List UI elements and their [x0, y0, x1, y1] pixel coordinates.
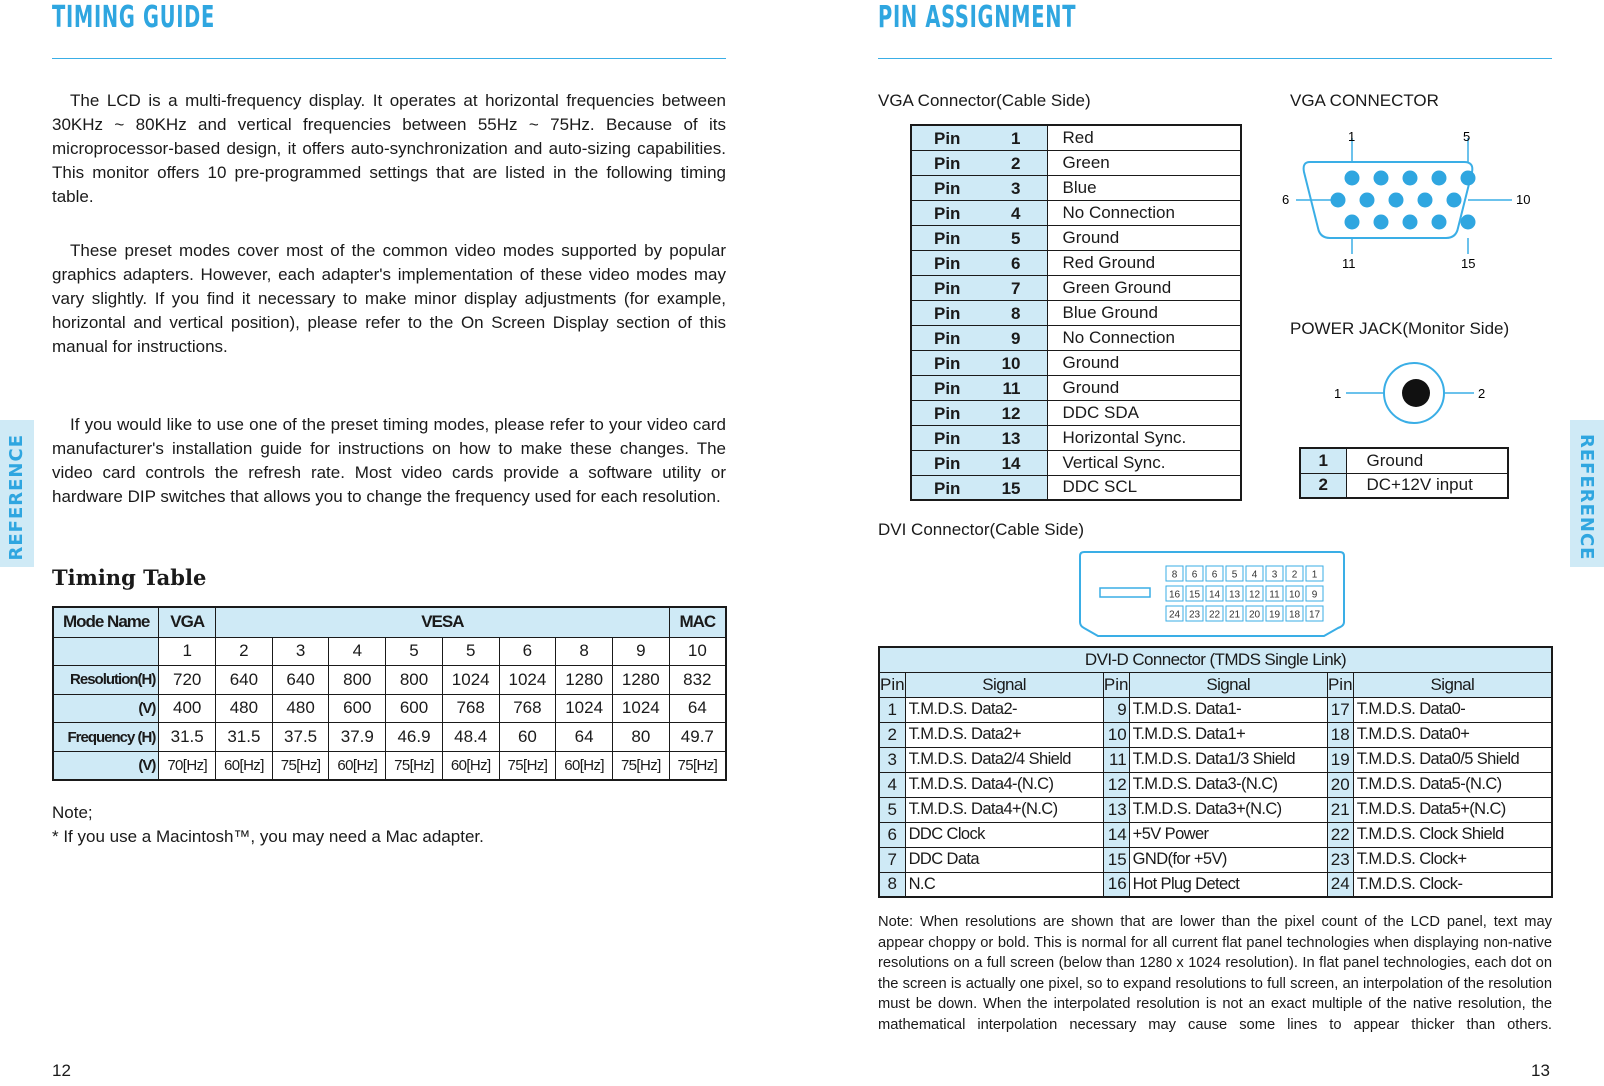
table-row	[1300, 448, 1508, 473]
freq-v-cell: 60[Hz]	[216, 751, 273, 780]
dvi-pin-signal: +5V Power	[1129, 822, 1327, 847]
mode-cell: 5	[386, 637, 443, 666]
dvi-pin-number: 22	[1327, 822, 1353, 847]
mode-cell: 8	[556, 637, 613, 666]
vga-connector-diagram	[1282, 124, 1552, 280]
table-row	[911, 300, 1241, 325]
mode-cell: 10	[669, 637, 726, 666]
pin-label-cell	[911, 125, 1047, 150]
dvi-pin-number: 5	[879, 797, 905, 822]
dvi-pin-label: 2	[1291, 569, 1298, 581]
vga-pin-dot	[1447, 193, 1462, 208]
vga-pin-dot	[1331, 193, 1346, 208]
res-v-cell: 1024	[612, 694, 669, 723]
dvi-pin-signal: GND(for +5V)	[1129, 847, 1327, 872]
mode-cell: 5	[442, 637, 499, 666]
res-h-cell: 832	[669, 666, 726, 695]
intro-paragraph: The LCD is a multi-frequency display. It operates at horizontal frequencies between 30KHz ~ 80KHz and vertical frequencies between 55Hz ~ 75Hz. Because of its microprocessor-based design, it offers auto-synchronization and auto-sizing capabilities. This monitor offers 10 pre-programmed settings that are listed in the following timing table.	[52, 91, 726, 206]
dvi-pin-signal: T.M.D.S. Data3+(N.C)	[1129, 797, 1327, 822]
dvi-pin-label: 23	[1188, 609, 1201, 621]
res-h-cell: 1280	[612, 666, 669, 695]
table-row	[911, 150, 1241, 175]
freq-h-cell: 46.9	[386, 723, 443, 752]
dvi-pin-label: 18	[1288, 609, 1301, 621]
res-h-cell: 800	[386, 666, 443, 695]
dvi-pin-number: 21	[1327, 797, 1353, 822]
timing-table-title: Timing Table	[52, 565, 207, 590]
table-row	[911, 425, 1241, 450]
refresh-paragraph: If you would like to use one of the preset timing modes, please refer to your video card manufacturer's installation guide for instructions on how to make these changes. The video card controls the refresh rate. Most video cards provide a software utility or hardware DIP switches that allows you to change the frequency used for each resolution.	[52, 415, 726, 506]
pin-signal: Horizontal Sync.	[1047, 425, 1241, 450]
table-row	[911, 325, 1241, 350]
pin-signal: Green Ground	[1047, 275, 1241, 300]
table-row	[53, 751, 726, 780]
vga-pin-dot	[1374, 171, 1389, 186]
dvi-pin-label: 17	[1308, 609, 1321, 621]
table-row	[911, 175, 1241, 200]
row-label: (V)	[53, 694, 159, 723]
vga-pin-dot	[1374, 215, 1389, 230]
freq-h-cell: 60	[499, 723, 556, 752]
power-pin-table	[1299, 447, 1509, 499]
vga-connector-label: VGA CONNECTOR	[1290, 91, 1439, 110]
dvi-pin-signal: T.M.D.S. Data0-	[1353, 697, 1552, 722]
pin-word: Pin	[934, 253, 961, 273]
left-page-number: 12	[52, 1061, 71, 1080]
freq-v-cell: 75[Hz]	[499, 751, 556, 780]
res-v-cell: 768	[499, 694, 556, 723]
dvi-pin-signal: T.M.D.S. Data4+(N.C)	[905, 797, 1103, 822]
pin-number: 15	[1001, 478, 1021, 498]
row-label: (V)	[53, 751, 159, 780]
vga-pin-dot	[1403, 171, 1418, 186]
header-pin: Pin	[1103, 672, 1129, 697]
header-signal: Signal	[1353, 672, 1552, 697]
table-row	[911, 250, 1241, 275]
pin-word: Pin	[934, 228, 961, 248]
pin-signal: DDC SCL	[1047, 475, 1241, 500]
dvi-pin-signal: T.M.D.S. Data2-	[905, 697, 1103, 722]
dvi-pin-label: 5	[1231, 569, 1238, 581]
pin-label-cell	[911, 250, 1047, 275]
dvi-pin-number: 23	[1327, 847, 1353, 872]
res-h-cell: 720	[159, 666, 216, 695]
vga-num-11: 11	[1342, 256, 1356, 271]
dvi-pin-number: 19	[1327, 747, 1353, 772]
freq-v-cell: 60[Hz]	[556, 751, 613, 780]
pin-label-cell	[911, 375, 1047, 400]
table-row	[879, 747, 1552, 772]
res-v-cell: 480	[216, 694, 273, 723]
freq-h-cell: 37.5	[272, 723, 329, 752]
pin-number: 5	[1011, 228, 1021, 248]
dvi-pin-number: 24	[1327, 872, 1353, 897]
table-row	[879, 697, 1552, 722]
dvi-pin-number: 16	[1103, 872, 1129, 897]
dvi-pin-label: 13	[1228, 589, 1241, 601]
dvi-pin-label: 12	[1248, 589, 1261, 601]
right-side-tab	[1570, 420, 1604, 567]
pin-signal: Blue	[1047, 175, 1241, 200]
vga-pin-dot	[1461, 171, 1476, 186]
pin-label-cell	[911, 425, 1047, 450]
dvi-pin-signal: T.M.D.S. Clock Shield	[1353, 822, 1552, 847]
dvi-pin-number: 20	[1327, 772, 1353, 797]
header-vesa: VESA	[216, 607, 670, 637]
mode-cell: 4	[329, 637, 386, 666]
power-num-2: 2	[1478, 386, 1486, 401]
pin-word: Pin	[934, 378, 961, 398]
row-label: Resolution(H)	[53, 666, 159, 695]
mode-cell: 9	[612, 637, 669, 666]
pin-number: 7	[1011, 278, 1021, 298]
dvi-pin-label: 8	[1171, 569, 1178, 581]
vga-num-15: 15	[1461, 256, 1476, 271]
dvi-pin-label: 6	[1191, 569, 1198, 581]
dvi-pin-number: 4	[879, 772, 905, 797]
res-h-cell: 800	[329, 666, 386, 695]
dvi-connector-diagram	[1074, 548, 1348, 642]
pin-signal: Red Ground	[1047, 250, 1241, 275]
right-heading: PIN ASSIGNMENT	[878, 0, 1077, 35]
pin-number: 3	[1011, 178, 1021, 198]
dvi-pin-label: 16	[1168, 589, 1181, 601]
dvi-pin-label: 22	[1208, 609, 1221, 621]
pin-signal: No Connection	[1047, 325, 1241, 350]
freq-h-cell: 48.4	[442, 723, 499, 752]
pin-word: Pin	[934, 428, 961, 448]
dvi-pin-label: 14	[1208, 589, 1221, 601]
pin-label-cell	[911, 300, 1047, 325]
vga-pin-dot	[1432, 171, 1447, 186]
table-row	[911, 375, 1241, 400]
vga-pin-dot	[1345, 215, 1360, 230]
mode-cell: 1	[159, 637, 216, 666]
dvi-pin-label: 15	[1188, 589, 1201, 601]
timing-table	[52, 606, 727, 781]
pin-word: Pin	[934, 203, 961, 223]
freq-h-cell: 80	[612, 723, 669, 752]
table-row	[911, 200, 1241, 225]
dvi-pin-signal: T.M.D.S. Data1/3 Shield	[1129, 747, 1327, 772]
freq-h-cell: 37.9	[329, 723, 386, 752]
freq-v-cell: 70[Hz]	[159, 751, 216, 780]
res-v-cell: 600	[329, 694, 386, 723]
dvi-pin-signal: T.M.D.S. Data5+(N.C)	[1353, 797, 1552, 822]
dvi-pin-number: 10	[1103, 722, 1129, 747]
res-h-cell: 640	[216, 666, 273, 695]
freq-v-cell: 60[Hz]	[442, 751, 499, 780]
dvi-pin-number: 17	[1327, 697, 1353, 722]
table-row	[879, 797, 1552, 822]
pin-number: 1	[1011, 129, 1021, 148]
table-row	[911, 475, 1241, 500]
header-signal: Signal	[905, 672, 1103, 697]
header-pin: Pin	[879, 672, 905, 697]
preset-paragraph: These preset modes cover most of the common video modes supported by popular graphics adapters. However, each adapter's implementation of these video modes may vary slightly. If you find it necessary to make minor display adjustments (for example, horizontal and vertical position), please refer to the On Screen Display section of this manual for instructions.	[52, 241, 726, 356]
dvi-pin-label: 1	[1311, 569, 1318, 581]
pin-label-cell	[911, 225, 1047, 250]
table-row	[879, 722, 1552, 747]
power-pin-number: 2	[1300, 473, 1346, 498]
table-row	[53, 723, 726, 752]
dvi-pin-number: 18	[1327, 722, 1353, 747]
pin-label-cell	[911, 200, 1047, 225]
pin-signal: Green	[1047, 150, 1241, 175]
left-side-tab	[0, 420, 34, 567]
res-h-cell: 1024	[442, 666, 499, 695]
table-row	[911, 125, 1241, 150]
row-label: Frequency (H)	[53, 723, 159, 752]
dvi-pin-signal: T.M.D.S. Data5-(N.C)	[1353, 772, 1552, 797]
header-signal: Signal	[1129, 672, 1327, 697]
dvi-pin-label: 4	[1251, 569, 1258, 581]
dvi-pin-signal: Hot Plug Detect	[1129, 872, 1327, 897]
dvi-pin-signal: T.M.D.S. Data4-(N.C)	[905, 772, 1103, 797]
dvi-pin-signal: DDC Data	[905, 847, 1103, 872]
dvi-pin-signal: N.C	[905, 872, 1103, 897]
pin-signal: Ground	[1047, 225, 1241, 250]
table-row	[911, 225, 1241, 250]
pin-number: 12	[1001, 403, 1021, 423]
pin-label-cell	[911, 150, 1047, 175]
dvi-pin-table	[878, 646, 1553, 898]
dvi-pin-signal: T.M.D.S. Clock+	[1353, 847, 1552, 872]
pin-number: 9	[1011, 328, 1021, 348]
pin-word: Pin	[934, 178, 961, 198]
table-row	[879, 822, 1552, 847]
pin-label-cell	[911, 400, 1047, 425]
dvi-pin-number: 9	[1103, 697, 1129, 722]
table-row	[911, 450, 1241, 475]
dvi-pin-number: 8	[879, 872, 905, 897]
dvi-flat-blade	[1100, 588, 1150, 597]
pin-label-cell	[911, 175, 1047, 200]
pin-signal: Vertical Sync.	[1047, 450, 1241, 475]
vga-pin-dot	[1432, 215, 1447, 230]
pin-number: 10	[1001, 353, 1021, 373]
row-label-empty	[53, 637, 159, 666]
dvi-pin-label: 19	[1268, 609, 1281, 621]
pin-word: Pin	[934, 353, 961, 373]
dvi-pin-signal: T.M.D.S. Data1+	[1129, 722, 1327, 747]
dvi-pin-number: 3	[879, 747, 905, 772]
table-row	[53, 666, 726, 695]
pin-signal: DDC SDA	[1047, 400, 1241, 425]
dvi-pin-label: 10	[1288, 589, 1301, 601]
power-jack-label: POWER JACK(Monitor Side)	[1290, 319, 1510, 338]
right-side-tab-label: REFERENCE	[1576, 434, 1597, 561]
table-row	[1300, 473, 1508, 498]
freq-h-cell: 31.5	[216, 723, 273, 752]
pin-word: Pin	[934, 478, 961, 498]
dvi-pin-number: 6	[879, 822, 905, 847]
dvi-pin-number: 1	[879, 697, 905, 722]
freq-v-cell: 75[Hz]	[669, 751, 726, 780]
mode-cell: 6	[499, 637, 556, 666]
dvi-pin-label: 11	[1269, 589, 1280, 601]
header-mode-name: Mode Name	[53, 607, 159, 637]
table-row	[911, 275, 1241, 300]
vga-pin-dot	[1345, 171, 1360, 186]
res-v-cell: 400	[159, 694, 216, 723]
res-v-cell: 64	[669, 694, 726, 723]
pin-word: Pin	[934, 153, 961, 173]
pin-word: Pin	[934, 278, 961, 298]
table-row	[911, 400, 1241, 425]
power-jack-center	[1402, 379, 1430, 407]
table-row	[911, 350, 1241, 375]
left-heading-rule	[52, 58, 726, 59]
header-mac: MAC	[669, 607, 726, 637]
dvi-pin-label: 6	[1211, 569, 1218, 581]
table-row	[53, 637, 726, 666]
mode-cell: 2	[216, 637, 273, 666]
header-vga: VGA	[159, 607, 216, 637]
pin-label-cell	[911, 450, 1047, 475]
pin-signal: No Connection	[1047, 200, 1241, 225]
res-v-cell: 600	[386, 694, 443, 723]
pin-word: Pin	[934, 403, 961, 423]
pin-number: 11	[1002, 378, 1021, 398]
left-heading: TIMING GUIDE	[52, 0, 216, 35]
dvi-table-title: DVI-D Connector (TMDS Single Link)	[879, 647, 1552, 672]
vga-pin-dot	[1403, 215, 1418, 230]
pin-word: Pin	[934, 328, 961, 348]
dvi-pin-number: 15	[1103, 847, 1129, 872]
dvi-pin-label: 9	[1311, 589, 1318, 601]
vga-pin-dot	[1360, 193, 1375, 208]
pin-number: 13	[1001, 428, 1021, 448]
res-v-cell: 1024	[556, 694, 613, 723]
right-heading-rule	[878, 58, 1552, 59]
dvi-pin-signal: DDC Clock	[905, 822, 1103, 847]
dvi-pin-signal: T.M.D.S. Data0/5 Shield	[1353, 747, 1552, 772]
pin-number: 4	[1011, 203, 1021, 223]
pin-number: 8	[1011, 303, 1021, 323]
res-h-cell: 640	[272, 666, 329, 695]
pin-signal: Ground	[1047, 350, 1241, 375]
dvi-pin-label: 24	[1168, 609, 1181, 621]
mac-note: * If you use a Macintosh™, you may need a Mac adapter.	[52, 827, 484, 846]
vga-pin-dot	[1461, 215, 1476, 230]
dvi-pin-label: 3	[1271, 569, 1278, 581]
vga-pin-dot	[1418, 193, 1433, 208]
vga-num-6: 6	[1282, 192, 1290, 207]
mode-cell: 3	[272, 637, 329, 666]
res-h-cell: 1024	[499, 666, 556, 695]
resolution-note: Note: When resolutions are shown that are lower than the pixel count of the LCD panel, text may appear choppy or bold. This is normal for all current flat panel technologies when displaying non-native resolutions on a full screen (below than 1280 x 1024 resolution). In flat panel technologies, each dot on the screen is actually one pixel, so to expand resolutions to full screen, an interpolation of the resolution must be down. When the interpolated resolution is not an exact multiple of the native resolution, the mathematical interpolation necessary may cause some lines to appear thicker than others.	[878, 914, 1552, 1033]
dvi-pin-number: 11	[1103, 747, 1129, 772]
res-h-cell: 1280	[556, 666, 613, 695]
pin-label-cell	[911, 350, 1047, 375]
freq-v-cell: 75[Hz]	[612, 751, 669, 780]
dvi-pin-signal: T.M.D.S. Data0+	[1353, 722, 1552, 747]
vga-num-5: 5	[1463, 129, 1471, 144]
dvi-pin-signal: T.M.D.S. Data2/4 Shield	[905, 747, 1103, 772]
dvi-pin-number: 2	[879, 722, 905, 747]
table-row	[879, 772, 1552, 797]
dvi-pin-number: 7	[879, 847, 905, 872]
dvi-pin-signal: T.M.D.S. Data3-(N.C)	[1129, 772, 1327, 797]
res-v-cell: 768	[442, 694, 499, 723]
pin-label-cell	[911, 325, 1047, 350]
pin-word: Pin	[934, 129, 961, 148]
dvi-cable-label: DVI Connector(Cable Side)	[878, 520, 1084, 539]
freq-v-cell: 75[Hz]	[272, 751, 329, 780]
pin-signal: Blue Ground	[1047, 300, 1241, 325]
vga-pin-dot	[1389, 193, 1404, 208]
vga-pin-table	[910, 124, 1242, 501]
freq-v-cell: 75[Hz]	[386, 751, 443, 780]
pin-word: Pin	[934, 453, 961, 473]
freq-h-cell: 31.5	[159, 723, 216, 752]
table-row	[53, 694, 726, 723]
dvi-pin-signal: T.M.D.S. Data2+	[905, 722, 1103, 747]
power-pin-signal: DC+12V input	[1346, 473, 1508, 498]
freq-v-cell: 60[Hz]	[329, 751, 386, 780]
table-row	[879, 847, 1552, 872]
dvi-pin-number: 13	[1103, 797, 1129, 822]
left-side-tab-label: REFERENCE	[6, 434, 27, 561]
table-row	[879, 872, 1552, 897]
dvi-pin-label: 20	[1248, 609, 1261, 621]
dvi-pin-signal: T.M.D.S. Data1-	[1129, 697, 1327, 722]
vga-cable-label: VGA Connector(Cable Side)	[878, 91, 1091, 110]
pin-word: Pin	[934, 303, 961, 323]
res-v-cell: 480	[272, 694, 329, 723]
note-title: Note;	[52, 803, 93, 822]
vga-num-1: 1	[1348, 129, 1356, 144]
pin-signal: Red	[1047, 125, 1241, 150]
vga-num-10: 10	[1516, 192, 1531, 207]
pin-label-cell	[911, 275, 1047, 300]
pin-number: 14	[1001, 453, 1021, 473]
power-pin-number: 1	[1300, 448, 1346, 473]
right-page-number: 13	[1531, 1061, 1550, 1080]
dvi-pin-label: 21	[1228, 609, 1241, 621]
pin-number: 2	[1011, 153, 1021, 173]
pin-number: 6	[1011, 253, 1021, 273]
freq-h-cell: 64	[556, 723, 613, 752]
power-pin-signal: Ground	[1346, 448, 1508, 473]
dvi-pin-signal: T.M.D.S. Clock-	[1353, 872, 1552, 897]
freq-h-cell: 49.7	[669, 723, 726, 752]
pin-signal: Ground	[1047, 375, 1241, 400]
power-num-1: 1	[1334, 386, 1342, 401]
dvi-pin-number: 12	[1103, 772, 1129, 797]
header-pin: Pin	[1327, 672, 1353, 697]
pin-label-cell	[911, 475, 1047, 500]
power-jack-diagram	[1334, 358, 1494, 428]
dvi-pin-number: 14	[1103, 822, 1129, 847]
